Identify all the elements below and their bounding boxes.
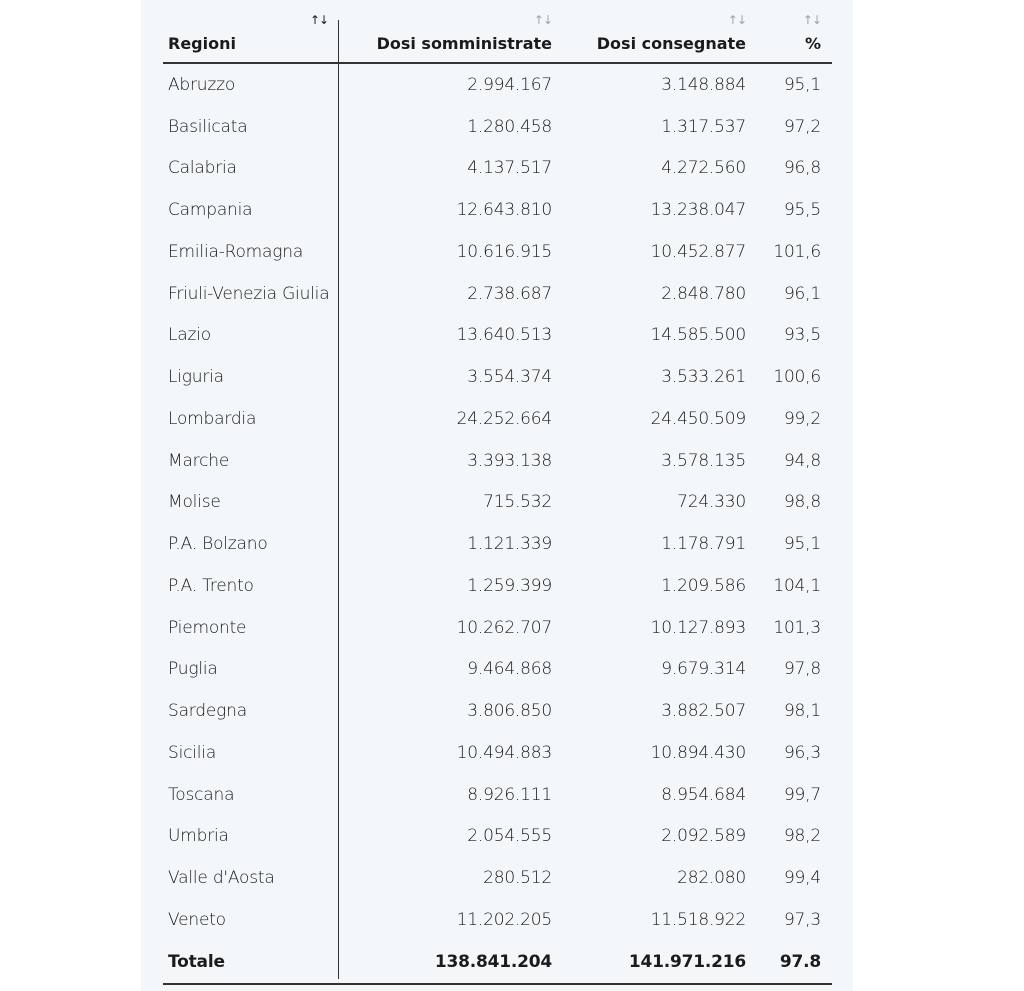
cell-region: P.A. Trento [168, 575, 254, 596]
header-region[interactable]: Regioni [168, 34, 236, 53]
cell-region: Liguria [168, 367, 224, 388]
column-divider [338, 20, 339, 979]
table-row [163, 565, 832, 607]
cell-administered: 2.994.167 [467, 74, 552, 95]
cell-delivered: 1.178.791 [661, 534, 746, 555]
table-row [163, 440, 832, 482]
cell-administered: 2.054.555 [467, 826, 552, 847]
cell-delivered: 10.452.877 [650, 241, 746, 262]
cell-region: Lazio [168, 325, 211, 346]
cell-region: Piemonte [168, 617, 247, 638]
cell-delivered: 2.092.589 [661, 826, 746, 847]
sort-percent-icon[interactable]: ↑↓ [802, 13, 821, 27]
cell-percent: 95,1 [783, 74, 821, 95]
table-row [163, 732, 832, 774]
cell-region: Friuli-Venezia Giulia [168, 283, 330, 304]
cell-region: Toscana [168, 784, 235, 805]
cell-administered: 715.532 [483, 492, 552, 513]
sort-delivered-icon[interactable]: ↑↓ [727, 13, 746, 27]
cell-delivered: 13.238.047 [650, 200, 746, 221]
header-percent[interactable]: % [804, 34, 821, 53]
cell-region: Abruzzo [168, 74, 236, 95]
cell-percent: 100,6 [773, 367, 821, 388]
cell-percent: 95,5 [783, 200, 821, 221]
cell-administered: 24.252.664 [456, 408, 552, 429]
cell-percent: 98,1 [783, 701, 821, 722]
cell-delivered: 282.080 [677, 868, 746, 889]
cell-delivered: 9.679.314 [661, 659, 746, 680]
sort-region-icon[interactable]: ↑↓ [310, 13, 329, 27]
cell-administered: 1.280.458 [467, 116, 552, 137]
table-body [163, 64, 832, 941]
total-percent: 97.8 [779, 951, 821, 972]
cell-percent: 99,2 [783, 408, 821, 429]
cell-delivered: 2.848.780 [661, 283, 746, 304]
cell-percent: 101,6 [773, 241, 821, 262]
cell-administered: 1.259.399 [467, 575, 552, 596]
cell-administered: 3.393.138 [467, 450, 552, 471]
table-row [163, 273, 832, 315]
table-row [163, 523, 832, 565]
cell-delivered: 3.882.507 [661, 701, 746, 722]
total-delivered: 141.971.216 [628, 951, 746, 972]
cell-delivered: 3.148.884 [661, 74, 746, 95]
total-label: Totale [168, 951, 225, 972]
cell-delivered: 11.518.922 [650, 909, 746, 930]
cell-administered: 10.494.883 [456, 742, 552, 763]
cell-region: Sardegna [168, 701, 247, 722]
cell-delivered: 3.533.261 [661, 367, 746, 388]
cell-percent: 95,1 [783, 534, 821, 555]
table-row [163, 356, 832, 398]
table-row [163, 189, 832, 231]
cell-percent: 96,3 [783, 742, 821, 763]
cell-administered: 1.121.339 [467, 534, 552, 555]
cell-administered: 2.738.687 [467, 283, 552, 304]
header-administered[interactable]: Dosi somministrate [376, 34, 552, 53]
cell-percent: 97,3 [783, 909, 821, 930]
table-row [163, 774, 832, 816]
total-row [163, 941, 832, 985]
cell-percent: 99,4 [783, 868, 821, 889]
cell-region: Molise [168, 492, 221, 513]
table-header [163, 0, 832, 64]
cell-region: Calabria [168, 158, 237, 179]
cell-delivered: 1.209.586 [661, 575, 746, 596]
sort-administered-icon[interactable]: ↑↓ [533, 13, 552, 27]
table-row [163, 690, 832, 732]
cell-percent: 96,1 [783, 283, 821, 304]
table-row [163, 899, 832, 941]
cell-delivered: 24.450.509 [650, 408, 746, 429]
cell-administered: 4.137.517 [467, 158, 552, 179]
cell-administered: 3.554.374 [467, 367, 552, 388]
cell-percent: 98,2 [783, 826, 821, 847]
cell-percent: 97,8 [783, 659, 821, 680]
cell-delivered: 8.954.684 [661, 784, 746, 805]
cell-percent: 101,3 [773, 617, 821, 638]
cell-administered: 11.202.205 [456, 909, 552, 930]
cell-percent: 97,2 [783, 116, 821, 137]
cell-administered: 12.643.810 [456, 200, 552, 221]
cell-region: Basilicata [168, 116, 248, 137]
cell-delivered: 10.894.430 [650, 742, 746, 763]
table-row [163, 816, 832, 858]
table-row [163, 482, 832, 524]
table-row [163, 106, 832, 148]
header-delivered[interactable]: Dosi consegnate [596, 34, 746, 53]
cell-region: Emilia-Romagna [168, 241, 304, 262]
cell-region: Marche [168, 450, 230, 471]
cell-delivered: 1.317.537 [661, 116, 746, 137]
cell-administered: 10.616.915 [456, 241, 552, 262]
table-row [163, 148, 832, 190]
cell-delivered: 724.330 [677, 492, 746, 513]
cell-percent: 104,1 [773, 575, 821, 596]
cell-region: Campania [168, 200, 253, 221]
cell-percent: 98,8 [783, 492, 821, 513]
cell-percent: 96,8 [783, 158, 821, 179]
table-row [163, 857, 832, 899]
cell-region: Umbria [168, 826, 229, 847]
cell-delivered: 14.585.500 [650, 325, 746, 346]
cell-percent: 93,5 [783, 325, 821, 346]
cell-region: Valle d'Aosta [168, 868, 275, 889]
vaccination-table [163, 0, 832, 985]
cell-delivered: 10.127.893 [650, 617, 746, 638]
cell-region: Puglia [168, 659, 218, 680]
cell-delivered: 3.578.135 [661, 450, 746, 471]
cell-administered: 13.640.513 [456, 325, 552, 346]
cell-region: Sicilia [168, 742, 217, 763]
table-row [163, 649, 832, 691]
cell-percent: 99,7 [783, 784, 821, 805]
table-row [163, 231, 832, 273]
cell-administered: 10.262.707 [456, 617, 552, 638]
cell-region: P.A. Bolzano [168, 534, 268, 555]
table-row [163, 607, 832, 649]
table-row [163, 315, 832, 357]
table-row [163, 64, 832, 106]
table-row [163, 398, 832, 440]
cell-administered: 280.512 [483, 868, 552, 889]
cell-administered: 8.926.111 [467, 784, 552, 805]
cell-region: Lombardia [168, 408, 257, 429]
cell-administered: 3.806.850 [467, 701, 552, 722]
cell-percent: 94,8 [783, 450, 821, 471]
cell-delivered: 4.272.560 [661, 158, 746, 179]
total-administered: 138.841.204 [434, 951, 552, 972]
cell-region: Veneto [168, 909, 226, 930]
cell-administered: 9.464.868 [467, 659, 552, 680]
